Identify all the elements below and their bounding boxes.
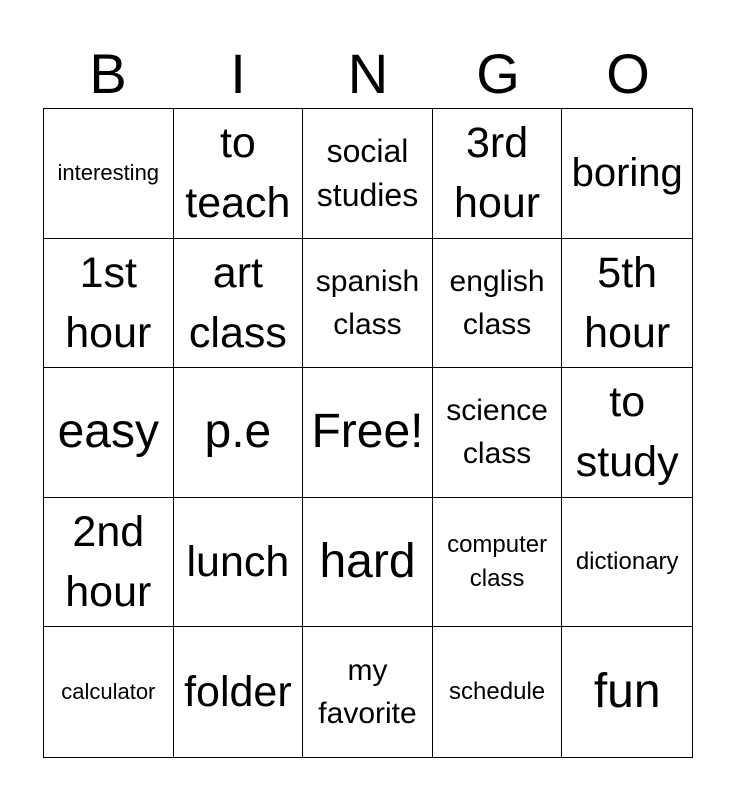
bingo-cell[interactable] — [303, 627, 433, 757]
header-letter-i: I — [230, 42, 246, 105]
cell-label: fun — [593, 665, 661, 719]
cell-label: easy — [57, 405, 159, 459]
cell-label: my favorite — [318, 654, 417, 731]
header-letter-g: G — [476, 42, 520, 105]
bingo-cell[interactable] — [562, 627, 692, 757]
cell-label: social studies — [316, 133, 419, 214]
cell-label: science class — [446, 394, 548, 471]
cell-label: art class — [188, 248, 287, 357]
cell-label: schedule — [449, 678, 546, 706]
bingo-header — [43, 40, 693, 108]
bingo-cell[interactable] — [433, 239, 563, 369]
bingo-cell[interactable] — [562, 109, 692, 239]
bingo-cell[interactable] — [174, 627, 304, 757]
bingo-cell[interactable] — [174, 368, 304, 498]
cell-label: interesting — [57, 160, 160, 186]
free-space-cell[interactable] — [303, 368, 433, 498]
cell-label: english class — [449, 264, 545, 341]
cell-label: 1st hour — [65, 248, 152, 357]
cell-label: lunch — [186, 538, 290, 587]
cell-label: dictionary — [575, 548, 679, 576]
header-letter-o: O — [606, 42, 650, 105]
header-letter-n: N — [347, 42, 389, 105]
cell-label: boring — [571, 151, 683, 196]
bingo-cell[interactable] — [433, 368, 563, 498]
bingo-cell[interactable] — [433, 627, 563, 757]
cell-label: p.e — [204, 405, 272, 459]
bingo-cell[interactable] — [44, 109, 174, 239]
bingo-cell[interactable] — [303, 239, 433, 369]
bingo-board — [43, 108, 693, 758]
bingo-cell[interactable] — [562, 498, 692, 628]
bingo-cell[interactable] — [303, 498, 433, 628]
bingo-cell[interactable] — [562, 239, 692, 369]
bingo-cell[interactable] — [174, 498, 304, 628]
cell-label: 5th hour — [584, 248, 671, 357]
cell-label: computer class — [447, 531, 548, 593]
bingo-cell[interactable] — [174, 239, 304, 369]
bingo-cell[interactable] — [433, 109, 563, 239]
free-space-label: Free! — [311, 405, 424, 459]
bingo-cell[interactable] — [44, 239, 174, 369]
bingo-cell[interactable] — [44, 498, 174, 628]
cell-label: hard — [319, 535, 416, 589]
cell-label: calculator — [61, 679, 156, 705]
cell-label: spanish class — [315, 264, 420, 341]
bingo-cell[interactable] — [433, 498, 563, 628]
bingo-cell[interactable] — [562, 368, 692, 498]
bingo-cell[interactable] — [174, 109, 304, 239]
cell-label: folder — [184, 668, 292, 717]
header-letter-b: B — [89, 42, 127, 105]
cell-label: to study — [575, 378, 679, 487]
cell-label: 3rd hour — [454, 119, 541, 228]
bingo-cell[interactable] — [44, 627, 174, 757]
cell-label: to teach — [185, 119, 291, 228]
bingo-cell[interactable] — [44, 368, 174, 498]
bingo-cell[interactable] — [303, 109, 433, 239]
cell-label: 2nd hour — [65, 508, 152, 617]
